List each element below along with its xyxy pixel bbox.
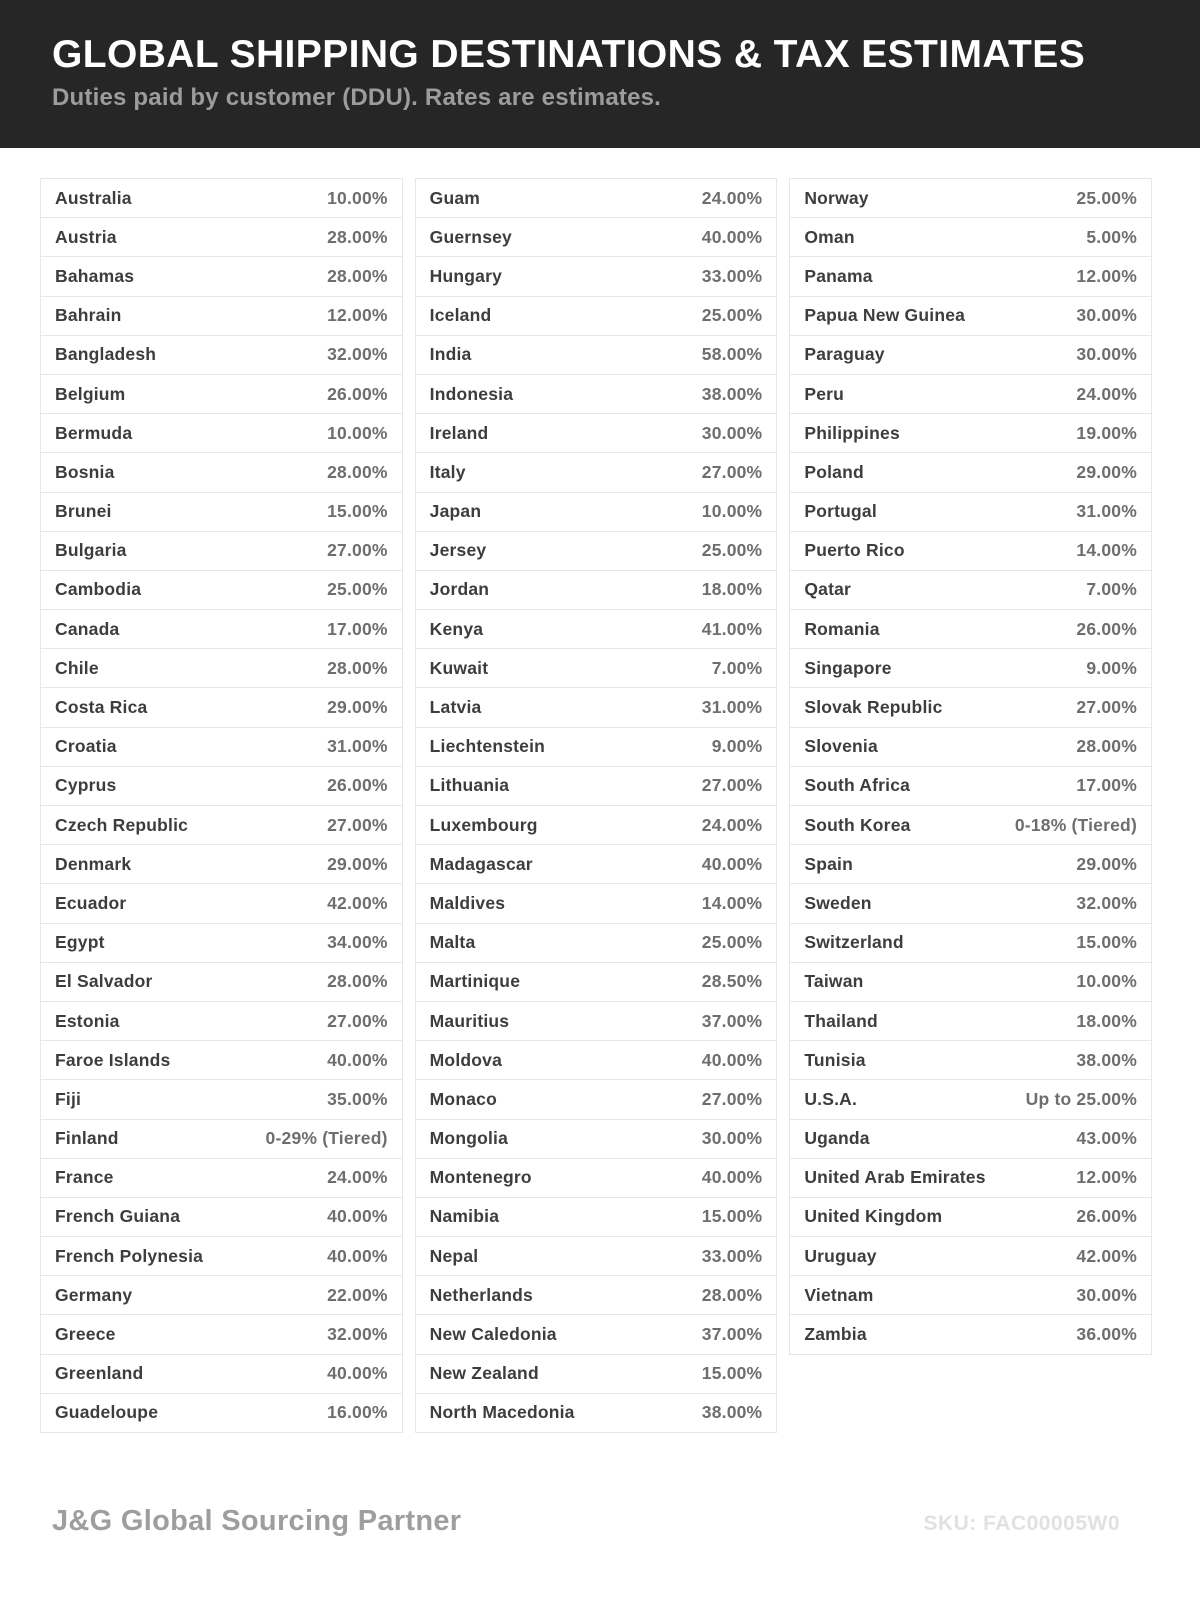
tax-rate: 27.00% [327, 814, 388, 835]
tax-rate: 38.00% [701, 383, 763, 404]
table-row [790, 179, 1151, 218]
tax-rate: 33.00% [701, 265, 763, 286]
country-name: New Zealand [429, 1363, 539, 1384]
tax-rate: 29.00% [1076, 461, 1137, 482]
tax-rate: 5.00% [1086, 226, 1137, 247]
country-name: Martinique [429, 971, 521, 992]
country-name: Portugal [804, 501, 877, 522]
tax-rate: 29.00% [1076, 853, 1137, 874]
tax-rate: 30.00% [1076, 1284, 1137, 1305]
table-row [41, 1120, 402, 1159]
country-name: Sweden [804, 892, 872, 913]
footer [52, 1505, 1120, 1538]
tax-rate: 27.00% [701, 461, 763, 482]
table-row [790, 728, 1151, 767]
tax-rate: 24.00% [701, 187, 763, 208]
table-row [416, 179, 777, 218]
table-row [416, 1159, 777, 1198]
country-name: French Polynesia [55, 1245, 204, 1266]
tax-rate: 24.00% [701, 814, 763, 835]
rate-table-column-2 [415, 178, 778, 1433]
table-row [790, 414, 1151, 453]
tax-rate: 29.00% [327, 853, 388, 874]
country-name: Faroe Islands [55, 1049, 171, 1070]
tax-rate: 26.00% [327, 775, 388, 796]
tax-rate: 40.00% [327, 1245, 388, 1266]
country-name: Slovenia [804, 736, 878, 757]
tax-rate: 30.00% [701, 1128, 763, 1149]
table-row [416, 1237, 777, 1276]
table-row [790, 257, 1151, 296]
country-name: Puerto Rico [804, 540, 905, 561]
table-row [790, 1198, 1151, 1237]
header-banner [0, 0, 1200, 148]
tax-rate: 14.00% [1076, 540, 1137, 561]
country-name: Mauritius [429, 1010, 510, 1031]
tax-rate: 32.00% [327, 344, 388, 365]
table-row [41, 1355, 402, 1394]
country-name: Czech Republic [55, 814, 189, 835]
table-row [790, 688, 1151, 727]
country-name: Guadeloupe [55, 1402, 159, 1423]
table-row [416, 688, 777, 727]
table-row [790, 1041, 1151, 1080]
tax-rate: 27.00% [701, 775, 763, 796]
tax-rate: 30.00% [701, 422, 763, 443]
table-row [416, 218, 777, 257]
tax-rate: 40.00% [327, 1363, 388, 1384]
tax-rate: 28.00% [327, 265, 388, 286]
country-name: Bahamas [55, 265, 135, 286]
tax-rate: 41.00% [701, 618, 763, 639]
country-name: Peru [804, 383, 845, 404]
tax-rate: 15.00% [701, 1206, 763, 1227]
tax-rate: 36.00% [1076, 1324, 1137, 1345]
table-row [416, 375, 777, 414]
table-row [790, 532, 1151, 571]
tax-rate: 27.00% [701, 1088, 763, 1109]
tax-rate: 40.00% [701, 226, 763, 247]
tax-rate: 9.00% [711, 736, 763, 757]
tax-rate: 34.00% [327, 932, 388, 953]
table-row [41, 1002, 402, 1041]
country-name: Ireland [429, 422, 489, 443]
country-name: Greece [55, 1324, 116, 1345]
country-name: Indonesia [429, 383, 514, 404]
table-row [416, 924, 777, 963]
tax-rate: 0-18% (Tiered) [1014, 814, 1137, 835]
table-row [41, 649, 402, 688]
tax-rate: 40.00% [327, 1206, 388, 1227]
country-name: Australia [55, 187, 132, 208]
table-row [790, 610, 1151, 649]
rates-table [40, 178, 1152, 1433]
table-row [41, 1276, 402, 1315]
tax-rate: 17.00% [1076, 775, 1137, 796]
table-row [416, 767, 777, 806]
table-row [41, 179, 402, 218]
table-row [790, 1237, 1151, 1276]
country-name: Iceland [429, 305, 492, 326]
tax-rate: 32.00% [1076, 892, 1137, 913]
country-name: Netherlands [429, 1284, 533, 1305]
table-row [416, 1120, 777, 1159]
table-row [416, 453, 777, 492]
tax-rate: 40.00% [327, 1049, 388, 1070]
table-row [416, 1041, 777, 1080]
table-row [790, 336, 1151, 375]
table-row [41, 375, 402, 414]
country-name: Canada [55, 618, 120, 639]
table-row [41, 845, 402, 884]
tax-rate: 19.00% [1076, 422, 1137, 443]
country-name: Bulgaria [55, 540, 127, 561]
country-name: Fiji [55, 1088, 82, 1109]
table-row [790, 884, 1151, 923]
table-row [790, 1315, 1151, 1354]
tax-rate: 28.00% [327, 657, 388, 678]
tax-rate: 17.00% [327, 618, 388, 639]
table-row [790, 924, 1151, 963]
country-name: Estonia [55, 1010, 120, 1031]
rate-table-column-3 [789, 178, 1152, 1355]
tax-rate: 0-29% (Tiered) [265, 1128, 388, 1149]
country-name: Montenegro [429, 1167, 532, 1188]
table-row [416, 1002, 777, 1041]
table-row [41, 493, 402, 532]
country-name: India [429, 344, 472, 365]
country-name: Romania [804, 618, 880, 639]
country-name: Malta [429, 932, 476, 953]
tax-rate: 35.00% [327, 1088, 388, 1109]
tax-rate: 33.00% [701, 1245, 763, 1266]
country-name: Kenya [429, 618, 484, 639]
table-row [41, 1394, 402, 1433]
country-name: Italy [429, 461, 466, 482]
country-name: Egypt [55, 932, 105, 953]
table-row [416, 336, 777, 375]
tax-rate: 28.50% [701, 971, 763, 992]
country-name: Uruguay [804, 1245, 877, 1266]
country-name: Namibia [429, 1206, 500, 1227]
table-row [41, 806, 402, 845]
table-row [416, 610, 777, 649]
tax-rate: 16.00% [327, 1402, 388, 1423]
country-name: Kuwait [429, 657, 489, 678]
table-row [41, 610, 402, 649]
country-name: Slovak Republic [804, 697, 943, 718]
country-name: Monaco [429, 1088, 497, 1109]
tax-rate: 18.00% [1076, 1010, 1137, 1031]
tax-rate: 31.00% [701, 697, 763, 718]
country-name: Moldova [429, 1049, 503, 1070]
country-name: Madagascar [429, 853, 533, 874]
table-row [790, 1276, 1151, 1315]
tax-rate: 24.00% [327, 1167, 388, 1188]
tax-rate: 12.00% [327, 305, 388, 326]
table-row [41, 1041, 402, 1080]
table-row [41, 1159, 402, 1198]
tax-rate: 28.00% [701, 1284, 763, 1305]
country-name: Jordan [429, 579, 490, 600]
tax-rate: 30.00% [1076, 344, 1137, 365]
tax-rate: 38.00% [701, 1402, 763, 1423]
table-row [790, 845, 1151, 884]
tax-rate: 18.00% [701, 579, 763, 600]
table-row [416, 728, 777, 767]
table-row [790, 806, 1151, 845]
table-row [790, 649, 1151, 688]
tax-rate: 10.00% [327, 422, 388, 443]
country-name: Uganda [804, 1128, 870, 1149]
tax-rate: 42.00% [327, 892, 388, 913]
country-name: France [55, 1167, 114, 1188]
table-row [416, 532, 777, 571]
country-name: Guam [429, 187, 481, 208]
tax-rate: 15.00% [327, 501, 388, 522]
country-name: Lithuania [429, 775, 510, 796]
country-name: Poland [804, 461, 864, 482]
country-name: Norway [804, 187, 869, 208]
country-name: Papua New Guinea [804, 305, 966, 326]
tax-rate: 26.00% [1076, 1206, 1137, 1227]
table-row [416, 806, 777, 845]
country-name: Denmark [55, 853, 132, 874]
country-name: Vietnam [804, 1284, 874, 1305]
country-name: Bangladesh [55, 344, 157, 365]
tax-rate: 28.00% [327, 226, 388, 247]
table-row [790, 1002, 1151, 1041]
table-row [790, 1159, 1151, 1198]
table-row [416, 493, 777, 532]
country-name: French Guiana [55, 1206, 181, 1227]
country-name: Chile [55, 657, 99, 678]
country-name: Bermuda [55, 422, 133, 443]
country-name: Finland [55, 1128, 119, 1149]
table-row [790, 297, 1151, 336]
country-name: Cyprus [55, 775, 117, 796]
tax-rate: 27.00% [327, 1010, 388, 1031]
country-name: Croatia [55, 736, 117, 757]
tax-rate: 42.00% [1076, 1245, 1137, 1266]
country-name: Maldives [429, 892, 506, 913]
table-row [41, 1198, 402, 1237]
country-name: Germany [55, 1284, 133, 1305]
table-row [41, 767, 402, 806]
tax-rate: 14.00% [701, 892, 763, 913]
page-subtitle: Duties paid by customer (DDU). Rates are estimates. [52, 83, 662, 111]
tax-rate: 25.00% [701, 305, 763, 326]
country-name: Mongolia [429, 1128, 509, 1149]
tax-rate: 25.00% [1076, 187, 1137, 208]
tax-rate: 28.00% [1076, 736, 1137, 757]
table-row [41, 728, 402, 767]
country-name: Oman [804, 226, 855, 247]
tax-rate: 40.00% [701, 853, 763, 874]
country-name: Japan [429, 501, 482, 522]
tax-rate: 27.00% [327, 540, 388, 561]
tax-rate: 58.00% [701, 344, 763, 365]
tax-rate: 15.00% [1076, 932, 1137, 953]
country-name: Luxembourg [429, 814, 538, 835]
table-row [41, 963, 402, 1002]
country-name: North Macedonia [429, 1402, 575, 1423]
tax-rate: 10.00% [1076, 971, 1137, 992]
country-name: El Salvador [55, 971, 153, 992]
table-row [41, 257, 402, 296]
table-row [41, 1315, 402, 1354]
tax-rate: 37.00% [701, 1324, 763, 1345]
country-name: Zambia [804, 1324, 867, 1345]
country-name: United Kingdom [804, 1206, 943, 1227]
country-name: Paraguay [804, 344, 885, 365]
table-row [41, 924, 402, 963]
table-row [790, 453, 1151, 492]
country-name: Guernsey [429, 226, 512, 247]
tax-rate: 15.00% [701, 1363, 763, 1384]
country-name: Bahrain [55, 305, 122, 326]
sku-label: SKU: FAC00005W0 [923, 1512, 1120, 1535]
tax-rate: 24.00% [1076, 383, 1137, 404]
tax-rate: 9.00% [1086, 657, 1137, 678]
tax-rate: 29.00% [327, 697, 388, 718]
table-row [416, 1355, 777, 1394]
country-name: Singapore [804, 657, 892, 678]
table-row [41, 414, 402, 453]
country-name: Greenland [55, 1363, 144, 1384]
country-name: Austria [55, 226, 117, 247]
table-row [41, 336, 402, 375]
table-row [790, 375, 1151, 414]
table-row [416, 1080, 777, 1119]
country-name: New Caledonia [429, 1324, 557, 1345]
table-row [41, 297, 402, 336]
table-row [416, 649, 777, 688]
tax-rate: 40.00% [701, 1049, 763, 1070]
tax-rate: 25.00% [701, 932, 763, 953]
country-name: Latvia [429, 697, 482, 718]
tax-rate: 25.00% [327, 579, 388, 600]
tax-rate: 25.00% [701, 540, 763, 561]
brand-name: J&G Global Sourcing Partner [52, 1505, 462, 1537]
country-name: Brunei [55, 501, 112, 522]
table-row [41, 532, 402, 571]
tax-rate: 31.00% [1076, 501, 1137, 522]
page-title: GLOBAL SHIPPING DESTINATIONS & TAX ESTIMATES [52, 33, 1086, 76]
tax-rate: 12.00% [1076, 1167, 1137, 1188]
country-name: Cambodia [55, 579, 142, 600]
table-row [41, 1237, 402, 1276]
table-row [41, 453, 402, 492]
table-row [416, 963, 777, 1002]
country-name: Bosnia [55, 461, 115, 482]
tax-rate: 31.00% [327, 736, 388, 757]
tax-rate: 30.00% [1076, 305, 1137, 326]
country-name: South Africa [804, 775, 911, 796]
country-name: Belgium [55, 383, 126, 404]
table-row [790, 218, 1151, 257]
country-name: Switzerland [804, 932, 904, 953]
rate-table-column-1 [40, 178, 403, 1433]
tax-rate: 40.00% [701, 1167, 763, 1188]
table-row [41, 218, 402, 257]
table-row [416, 1198, 777, 1237]
table-row [416, 571, 777, 610]
tax-rate: 26.00% [1076, 618, 1137, 639]
table-row [416, 845, 777, 884]
tax-rate: 22.00% [327, 1284, 388, 1305]
table-row [790, 571, 1151, 610]
tax-rate: 32.00% [327, 1324, 388, 1345]
country-name: U.S.A. [804, 1088, 858, 1109]
country-name: Nepal [429, 1245, 479, 1266]
country-name: Philippines [804, 422, 900, 443]
country-name: Tunisia [804, 1049, 866, 1070]
country-name: Costa Rica [55, 697, 148, 718]
country-name: Taiwan [804, 971, 864, 992]
country-name: Panama [804, 265, 873, 286]
tax-rate: 7.00% [1086, 579, 1137, 600]
table-row [416, 257, 777, 296]
tax-rate: 43.00% [1076, 1128, 1137, 1149]
table-row [416, 1315, 777, 1354]
table-row [790, 1120, 1151, 1159]
tax-rate: 10.00% [327, 187, 388, 208]
table-row [416, 1394, 777, 1433]
table-row [790, 493, 1151, 532]
tax-rate: 38.00% [1076, 1049, 1137, 1070]
tax-rate: 37.00% [701, 1010, 763, 1031]
country-name: United Arab Emirates [804, 1167, 986, 1188]
table-row [41, 571, 402, 610]
tax-rate: 12.00% [1076, 265, 1137, 286]
tax-rate: 27.00% [1076, 697, 1137, 718]
table-row [790, 1080, 1151, 1119]
country-name: South Korea [804, 814, 911, 835]
tax-rate: Up to 25.00% [1025, 1088, 1137, 1109]
table-row [41, 884, 402, 923]
table-row [41, 1080, 402, 1119]
table-row [416, 414, 777, 453]
country-name: Thailand [804, 1010, 878, 1031]
country-name: Hungary [429, 265, 503, 286]
tax-rate: 28.00% [327, 971, 388, 992]
table-row [790, 963, 1151, 1002]
country-name: Ecuador [55, 892, 127, 913]
tax-rate: 10.00% [701, 501, 763, 522]
table-row [416, 297, 777, 336]
country-name: Liechtenstein [429, 736, 546, 757]
tax-rate: 7.00% [711, 657, 763, 678]
tax-rate: 26.00% [327, 383, 388, 404]
country-name: Spain [804, 853, 853, 874]
table-row [416, 884, 777, 923]
table-row [416, 1276, 777, 1315]
country-name: Qatar [804, 579, 852, 600]
table-row [41, 688, 402, 727]
table-row [790, 767, 1151, 806]
tax-rate: 28.00% [327, 461, 388, 482]
country-name: Jersey [429, 540, 487, 561]
